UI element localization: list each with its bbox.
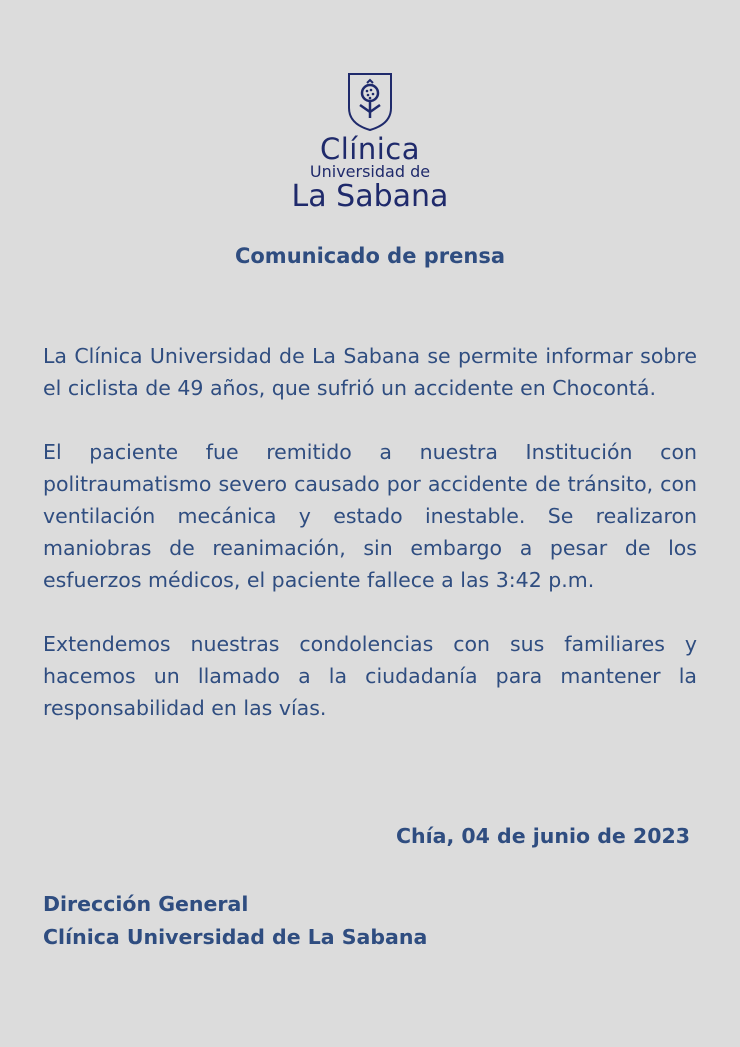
signature-block	[43, 888, 427, 954]
clinic-logo	[0, 72, 740, 214]
document-body	[43, 340, 697, 756]
signature-line-2: Clínica Universidad de La Sabana	[43, 925, 428, 949]
logo-line-1: Clínica	[319, 132, 420, 166]
document-title: Comunicado de prensa	[234, 244, 506, 268]
logo-line-3: La Sabana	[291, 179, 449, 214]
paragraph: Extendemos nuestras condolencias con sus familiares y hacemos un llamado a la ciudadanía para mantener la responsabilidad en las vías.	[43, 632, 697, 720]
paragraph: La Clínica Universidad de La Sabana se permite informar sobre el ciclista de 49 años, que sufrió un accidente en Chocontá.	[43, 344, 697, 400]
document-date: Chía, 04 de junio de 2023	[395, 824, 690, 848]
paragraph: El paciente fue remitido a nuestra Institución con politraumatismo severo causado por accidente de tránsito, con ventilación mecánica y estado inestable. Se realizaron maniobras de reanimación, sin embargo a pesar de los esfuerzos médicos, el paciente fallece a las 3:42 p.m.	[43, 440, 697, 592]
logo-line-2: Universidad de	[309, 162, 431, 181]
signature-line-1: Dirección General	[43, 892, 249, 916]
shield-flower-icon	[346, 72, 394, 132]
